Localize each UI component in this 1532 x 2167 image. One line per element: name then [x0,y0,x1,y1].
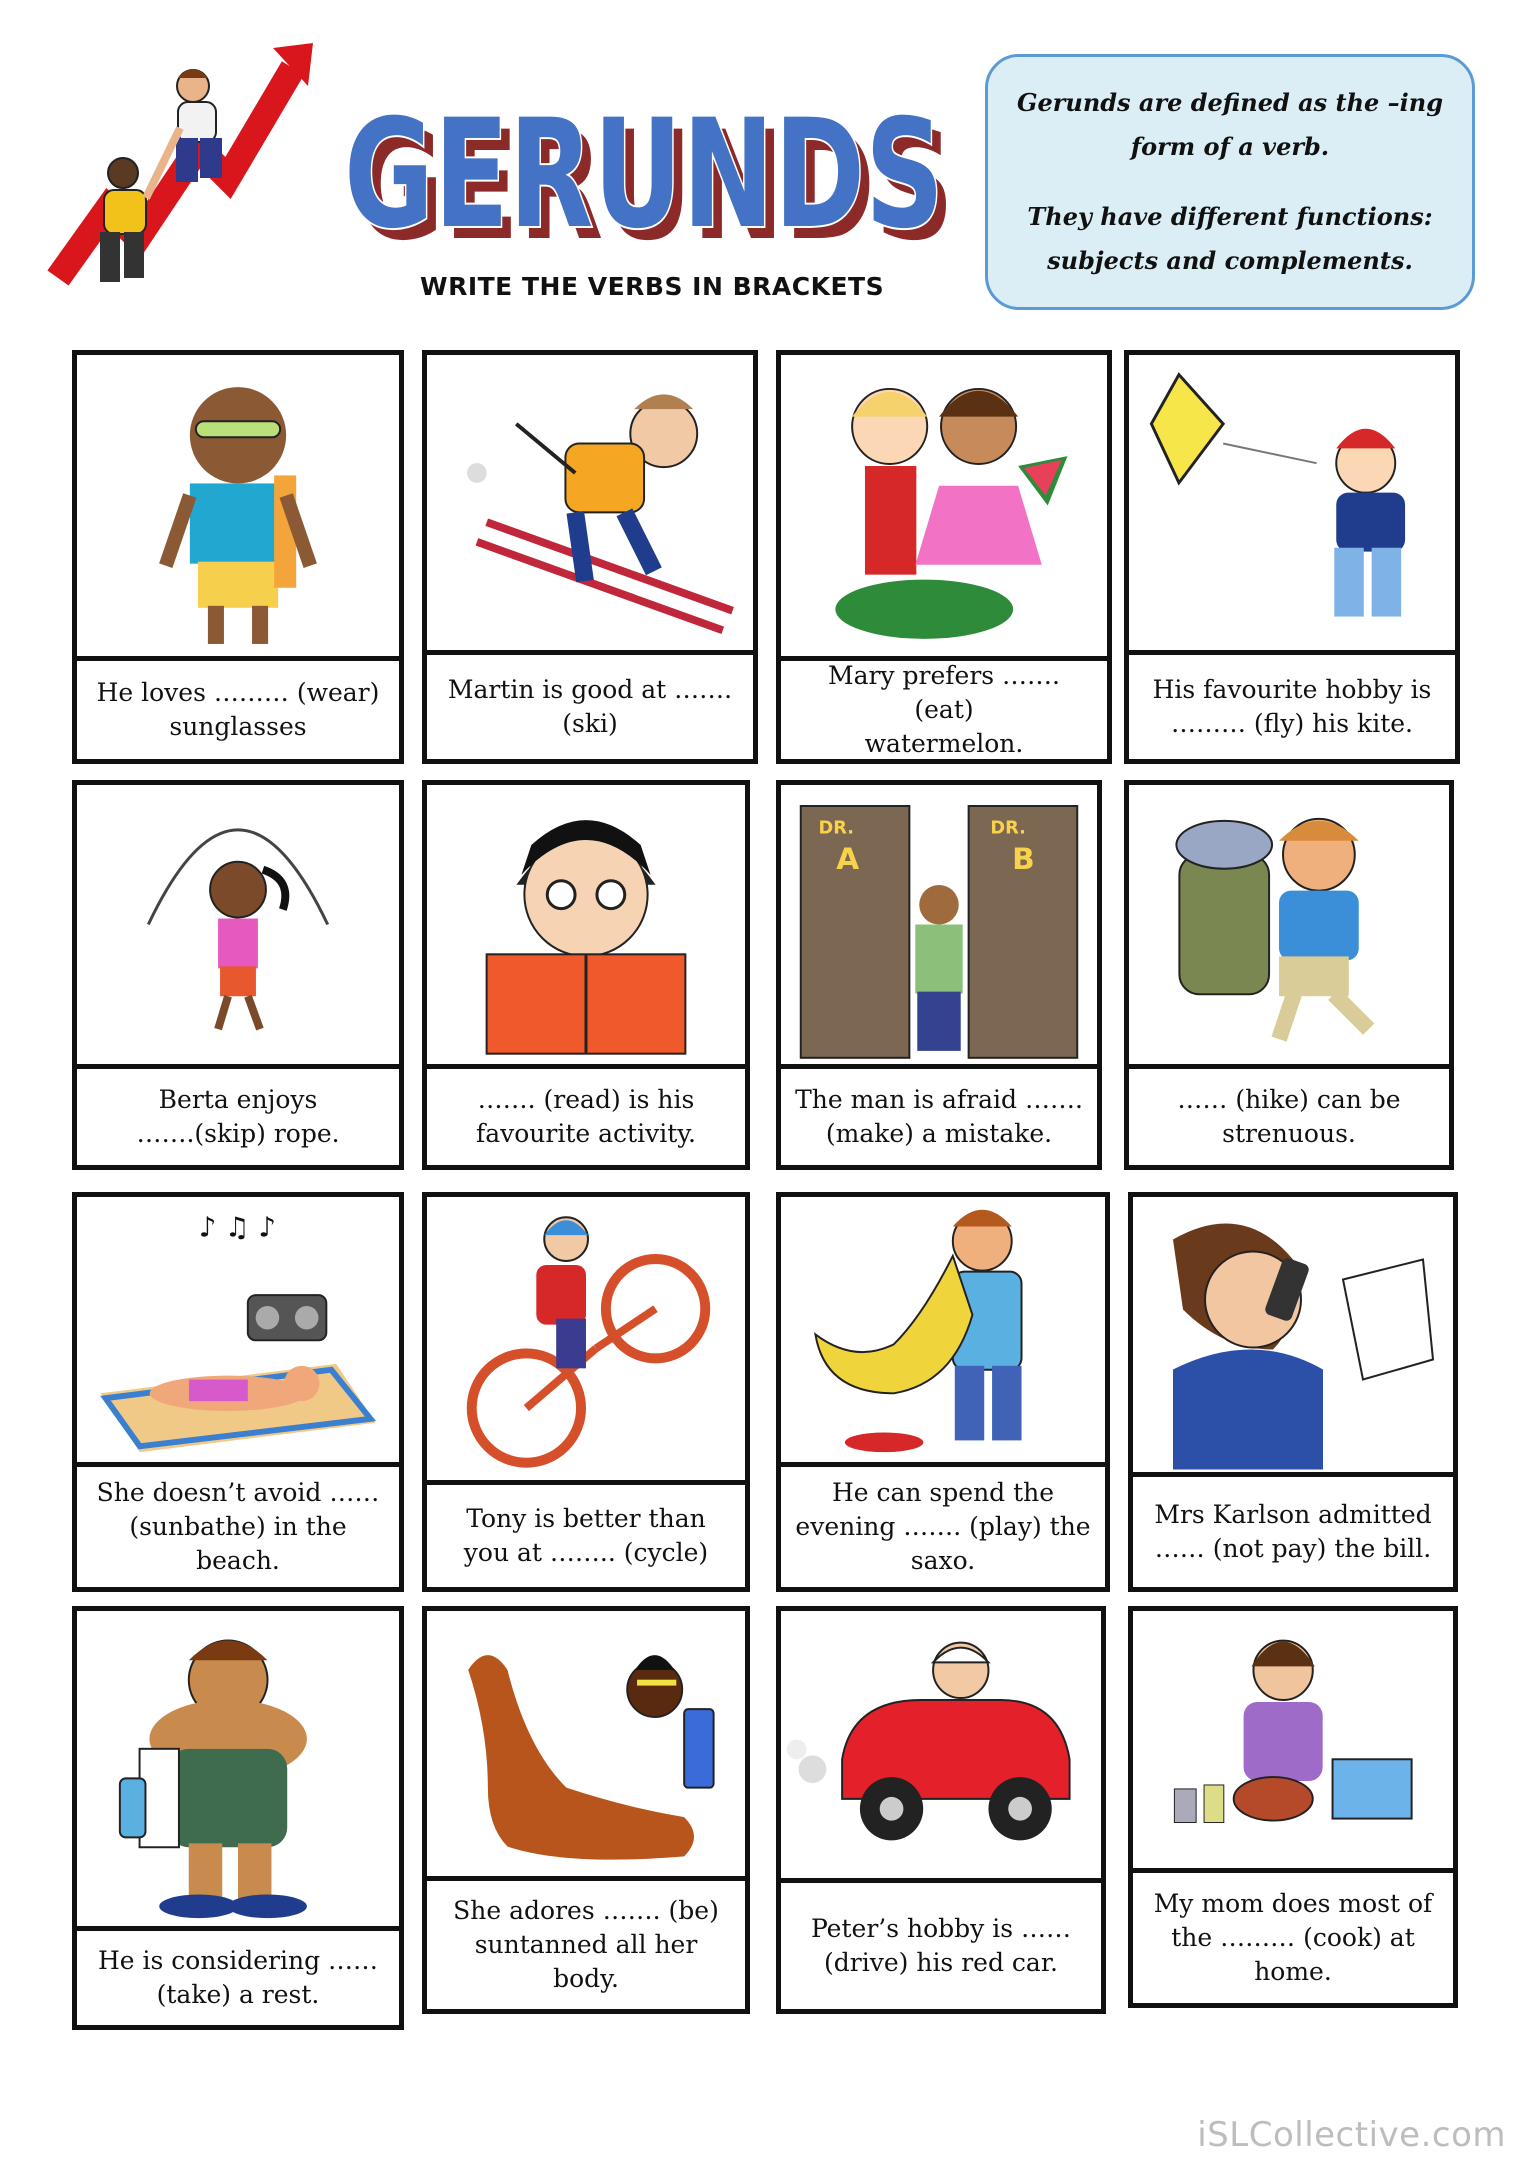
svg-text:DR.: DR. [990,818,1026,839]
exercise-card [1128,1192,1458,1592]
card-caption: The man is afraid ……. (make) a mistake. [795,1085,1083,1148]
man-red-car-icon [781,1611,1101,1883]
card-caption: My mom does most of the ……… (cook) at home. [1153,1889,1433,1986]
man-saxophone-icon [781,1197,1105,1467]
girl-skipping-rope-icon [77,785,399,1069]
svg-text:B: B [1012,842,1035,877]
card-caption: …… (hike) can be strenuous. [1177,1085,1401,1148]
mother-cooking-icon [1133,1611,1453,1873]
card-caption: He can spend the evening ……. (play) the saxo. [795,1478,1091,1575]
boy-reading-book-icon [427,785,745,1069]
hiker-backpack-icon [1129,785,1449,1069]
card-caption: He loves ……… (wear) sunglasses [96,678,380,741]
man-between-doors-icon [781,785,1097,1069]
exercise-card [72,350,404,764]
exercise-card [776,350,1112,764]
exercise-card [776,1606,1106,2014]
definition-line: They have different functions: [1027,202,1433,231]
card-caption: She adores ……. (be) suntanned all her body. [453,1896,719,1993]
boy-cycling-icon [427,1197,745,1485]
card-caption: ……. (read) is his favourite activity. [475,1085,697,1148]
card-caption: She doesn’t avoid …… (sunbathe) in the beach. [96,1478,380,1575]
card-caption: Mrs Karlson admitted …… (not pay) the bill. [1154,1500,1432,1563]
card-caption: Berta enjoys …….(skip) rope. [136,1085,340,1148]
woman-sunbathing-icon [77,1197,399,1467]
exercise-card [776,780,1102,1170]
exercise-card [422,780,750,1170]
exercise-card [72,780,404,1170]
exercise-card [1124,350,1460,764]
card-caption: Peter’s hobby is …… (drive) his red car. [810,1914,1071,1977]
definition-line: Gerunds are defined as the –ing [1016,88,1444,117]
card-caption: His favourite hobby is ……… (fly) his kite. [1152,675,1432,738]
card-caption: Tony is better than you at …….. (cycle) [463,1504,709,1567]
exercise-card [776,1192,1110,1592]
card-caption: Martin is good at ……. (ski) [447,675,733,738]
definition-line: form of a verb. [1130,132,1330,161]
definition-line: subjects and complements. [1047,246,1413,275]
card-caption: Mary prefers ……. (eat) watermelon. [828,661,1060,758]
svg-text:DR.: DR. [818,818,855,839]
exercise-card [1124,780,1454,1170]
woman-phone-bill-icon [1133,1197,1453,1477]
svg-text:GERUNDS: GERUNDS [344,88,944,260]
watermark: iSLCollective.com [1197,2115,1506,2155]
exercise-card [422,1192,750,1592]
tired-man-water-icon [77,1611,399,1931]
svg-text:GERUNDS: GERUNDS [354,100,954,260]
definition-box [985,54,1475,310]
svg-text:♪ ♫ ♪: ♪ ♫ ♪ [198,1211,276,1244]
exercise-card [72,1606,404,2030]
instructions: WRITE THE VERBS IN BRACKETS [420,272,885,301]
exercise-card [422,1606,750,2014]
growth-arrow-illustration [28,38,318,308]
exercise-card [1128,1606,1458,2008]
girls-watermelon-icon [781,355,1107,661]
page-title [340,70,970,260]
exercise-card [422,350,758,764]
exercise-card [72,1192,404,1592]
svg-text:A: A [836,842,860,877]
card-caption: He is considering …… (take) a rest. [97,1946,379,2009]
old-man-skiing-icon [427,355,753,655]
woman-lying-reading-icon [427,1611,745,1881]
boy-flying-kite-icon [1129,355,1455,655]
boy-sunglasses-towel-icon [77,355,399,661]
